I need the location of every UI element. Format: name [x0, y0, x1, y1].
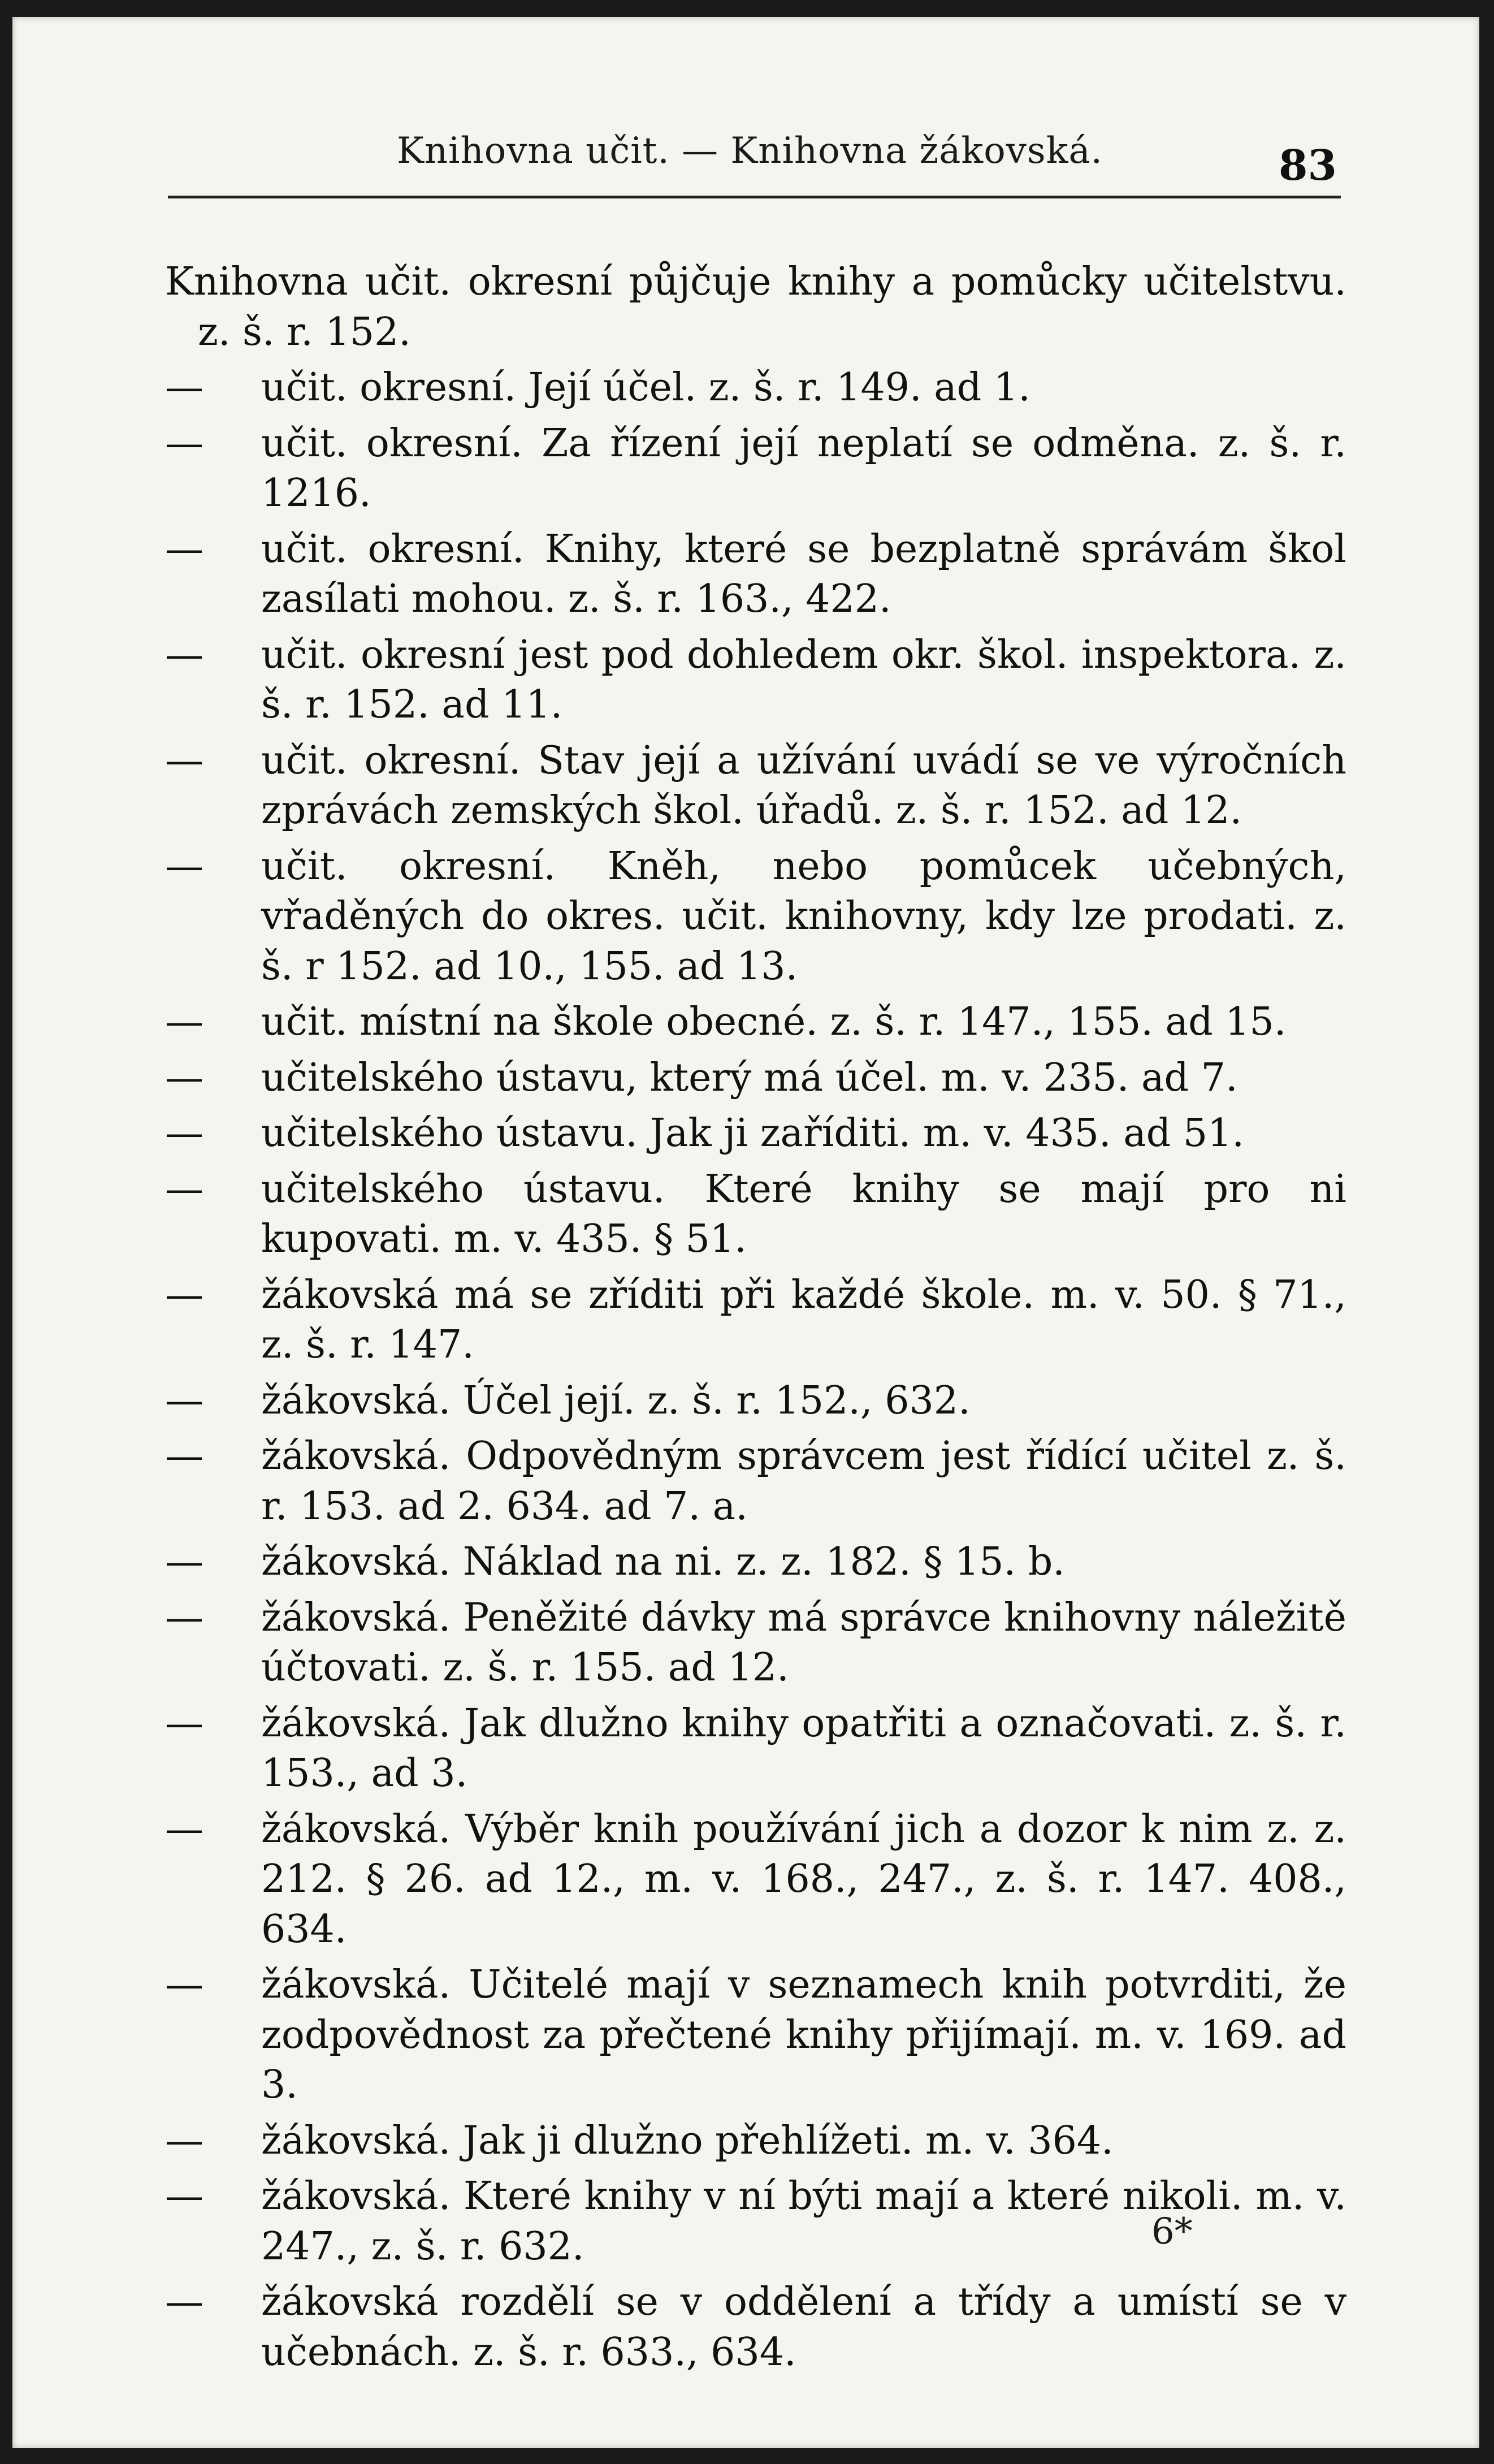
- index-entry: [165, 363, 1346, 413]
- entry-dash: —: [165, 632, 203, 677]
- index-entries: [165, 257, 1346, 2383]
- index-entry: [165, 419, 1346, 519]
- entry-dash: —: [165, 1166, 203, 1212]
- index-entry: [165, 1537, 1346, 1588]
- index-entry: [165, 1053, 1346, 1104]
- book-page: [12, 17, 1479, 2448]
- signature-mark: 6*: [1151, 2211, 1193, 2253]
- index-entry: [165, 1593, 1346, 1693]
- entry-text: žákovská. Které knihy v ní býti mají a které nikoli. m. v. 247., z. š. r. 632.: [261, 2174, 1346, 2269]
- entry-text: učitelského ústavu. Které knihy se mají pro ni kupovati. m. v. 435. § 51.: [261, 1166, 1346, 1261]
- entry-dash: —: [165, 1962, 203, 2007]
- entry-dash: —: [165, 844, 203, 889]
- entry-text: učit. okresní. Stav její a užívání uvádí se ve výročních zprávách zemských škol. úřadů. z. š. r. 152. ad 12.: [261, 738, 1346, 833]
- entry-text: žákovská. Učitelé mají v seznamech knih potvrditi, že zodpovědnost za přečtené knihy přijímají. m. v. 169. ad 3.: [261, 1962, 1346, 2107]
- index-entry: [165, 842, 1346, 992]
- entry-dash: —: [165, 2280, 203, 2324]
- entry-dash: —: [165, 421, 203, 466]
- index-entry: [165, 630, 1346, 730]
- index-entry: [165, 257, 1346, 357]
- entry-text: žákovská. Peněžité dávky má správce knihovny náležitě účtovati. z. š. r. 155. ad 12.: [261, 1595, 1346, 1690]
- entry-dash: —: [165, 1000, 203, 1044]
- entry-text: žákovská. Náklad na ni. z. z. 182. § 15. b.: [261, 1540, 1065, 1584]
- entry-text: učit. okresní jest pod dohledem okr. škol. inspektora. z. š. r. 152. ad 11.: [261, 632, 1346, 727]
- index-entry: [165, 1165, 1346, 1265]
- entry-text: učit. místní na škole obecné. z. š. r. 147., 155. ad 15.: [261, 1000, 1287, 1044]
- index-entry: [165, 997, 1346, 1048]
- entry-dash: —: [165, 526, 203, 572]
- entry-dash: —: [165, 1111, 203, 1156]
- entry-text: žákovská rozdělí se v oddělení a třídy a umístí se v učebnách. z. š. r. 633., 634.: [261, 2280, 1346, 2375]
- index-entry: [165, 1432, 1346, 1532]
- entry-dash: —: [165, 1272, 203, 1317]
- entry-dash: —: [165, 1540, 203, 1584]
- entry-dash: —: [165, 1595, 203, 1640]
- entry-text: učitelského ústavu, který má účel. m. v. 235. ad 7.: [261, 1055, 1238, 1100]
- entry-text: žákovská. Odpovědným správcem jest řídící učitel z. š. r. 153. ad 2. 634. ad 7. a.: [261, 1434, 1346, 1529]
- entry-dash: —: [165, 1806, 203, 1852]
- index-entry: [165, 2116, 1346, 2167]
- entry-text: učit. okresní. Za řízení její neplatí se odměna. z. š. r. 1216.: [261, 421, 1346, 516]
- entry-dash: —: [165, 1701, 203, 1746]
- entry-dash: —: [165, 365, 203, 410]
- entry-text: učit. okresní. Její účel. z. š. r. 149. ad 1.: [261, 365, 1030, 410]
- running-title: Knihovna učit. — Knihovna žákovská.: [397, 130, 1103, 172]
- index-entry: [165, 736, 1346, 836]
- index-entry: [165, 1960, 1346, 2111]
- entry-dash: —: [165, 738, 203, 783]
- entry-dash: —: [165, 1434, 203, 1479]
- entry-dash: —: [165, 1378, 203, 1423]
- index-entry: [165, 2277, 1346, 2377]
- page-number: 83: [1279, 141, 1337, 190]
- entry-text: Knihovna učit. okresní půjčuje knihy a pomůcky učitelstvu. z. š. r. 152.: [165, 260, 1346, 355]
- index-entry: [165, 525, 1346, 625]
- entry-dash: —: [165, 1055, 203, 1100]
- entry-dash: —: [165, 2118, 203, 2163]
- entry-text: žákovská má se zříditi při každé škole. m. v. 50. § 71., z. š. r. 147.: [261, 1272, 1346, 1367]
- entry-dash: —: [165, 2174, 203, 2219]
- header-rule: [168, 196, 1341, 198]
- entry-text: učit. okresní. Kněh, nebo pomůcek učebných, vřaděných do okres. učit. knihovny, kdy lze prodati. z. š. r 152. ad 10., 155. ad 13.: [261, 844, 1346, 989]
- index-entry: [165, 1699, 1346, 1799]
- entry-text: učit. okresní. Knihy, které se bezplatně správám škol zasílati mohou. z. š. r. 163., 422.: [261, 526, 1346, 621]
- index-entry: [165, 1109, 1346, 1159]
- entry-text: učitelského ústavu. Jak ji zaříditi. m. v. 435. ad 51.: [261, 1111, 1245, 1156]
- entry-text: žákovská. Jak ji dlužno přehlížeti. m. v. 364.: [261, 2118, 1114, 2163]
- index-entry: [165, 1805, 1346, 1955]
- entry-text: žákovská. Jak dlužno knihy opatřiti a označovati. z. š. r. 153., ad 3.: [261, 1701, 1346, 1796]
- index-entry: [165, 1376, 1346, 1426]
- entry-text: žákovská. Výběr knih používání jich a dozor k nim z. z. 212. § 26. ad 12., m. v. 168., 247., z. š. r. 147. 408., 634.: [261, 1806, 1346, 1952]
- page-header: [12, 17, 1479, 221]
- entry-text: žákovská. Účel její. z. š. r. 152., 632.: [261, 1378, 971, 1423]
- index-entry: [165, 1270, 1346, 1371]
